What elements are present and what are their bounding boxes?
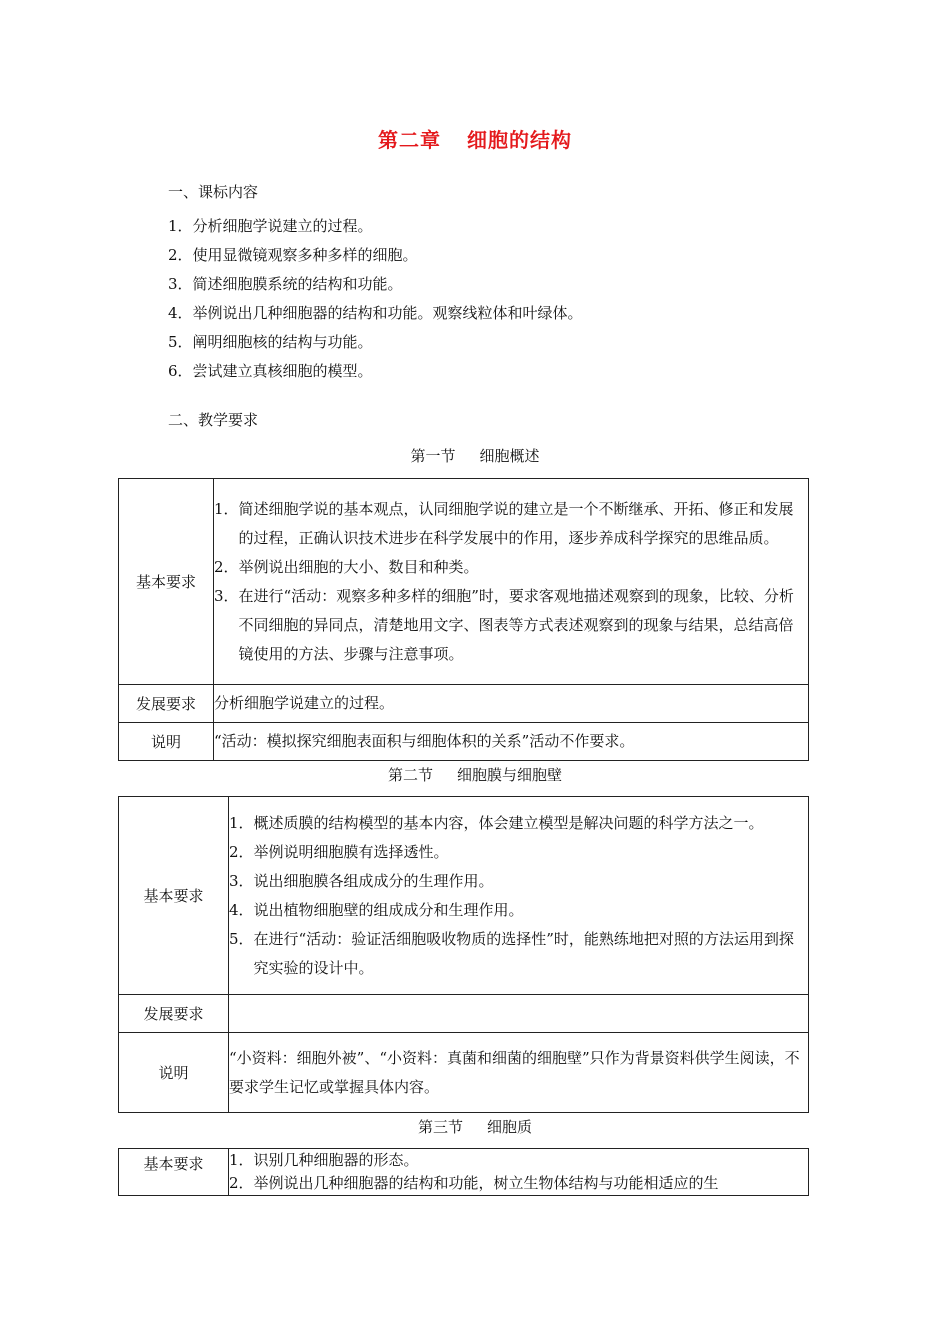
curriculum-list	[168, 212, 583, 386]
table2-basic-label: 基本要求	[119, 797, 229, 995]
table2-basic-item	[229, 896, 808, 925]
table2-basic-item	[229, 838, 808, 867]
table1-basic-cell	[214, 479, 809, 685]
table3-basic-item	[229, 1149, 808, 1172]
section-heading-teaching: 二、教学要求	[168, 411, 259, 429]
table1-dev-label: 发展要求	[119, 685, 214, 723]
table1	[118, 478, 809, 761]
item-text: 简述细胞学说的基本观点，认同细胞学说的建立是一个不断继承、开拓、修正和发展的过程，正确认识技术进步在科学发展中的作用，逐步养成科学探究的思维品质。	[238, 499, 794, 547]
section-heading-curriculum: 一、课标内容	[168, 183, 259, 201]
table1-basic-item	[214, 582, 808, 669]
item-text: 举例说出细胞的大小、数目和种类。	[238, 557, 479, 576]
item-number: 3．	[214, 586, 239, 605]
table3-caption	[0, 1116, 950, 1137]
table2-dev-text	[229, 995, 809, 1033]
item-text: 说出细胞膜各组成成分的生理作用。	[253, 871, 494, 890]
table3-caption-number: 第三节	[417, 1118, 463, 1136]
chapter-number: 第二章	[378, 128, 441, 152]
table1-caption	[0, 445, 950, 466]
item-number: 1．	[229, 1151, 254, 1169]
item-number: 1．	[229, 813, 254, 832]
chapter-title	[0, 124, 950, 153]
list-item: 3．简述细胞膜系统的结构和功能。	[168, 275, 403, 293]
list-item: 5．阐明细胞核的结构与功能。	[168, 333, 373, 351]
list-item: 6．尝试建立真核细胞的模型。	[168, 362, 373, 380]
item-text: 说出植物细胞壁的组成成分和生理作用。	[253, 900, 524, 919]
table1-basic-item	[214, 495, 808, 553]
table1-dev-text: 分析细胞学说建立的过程。	[214, 685, 809, 723]
table3	[118, 1148, 809, 1196]
table2-note-label: 说明	[119, 1033, 229, 1113]
table2-basic-cell	[229, 797, 809, 995]
item-text: 举例说出几种细胞器的结构和功能，树立生物体结构与功能相适应的生	[253, 1174, 719, 1192]
table3-basic-item	[229, 1172, 808, 1195]
item-text: 识别几种细胞器的形态。	[253, 1151, 419, 1169]
table2-basic-item	[229, 867, 808, 896]
table2-basic-item	[229, 809, 808, 838]
table3-basic-label: 基本要求	[119, 1149, 229, 1196]
list-item: 4．举例说出几种细胞器的结构和功能。观察线粒体和叶绿体。	[168, 304, 583, 322]
table2-dev-label: 发展要求	[119, 995, 229, 1033]
item-text: 在进行“活动：观察多种多样的细胞”时，要求客观地描述观察到的现象，比较、分析不同细胞的异同点，清楚地用文字、图表等方式表述观察到的现象与结果，总结高倍镜使用的方法、步骤与注意事项。	[238, 586, 794, 663]
table2-note-text: “小资料：细胞外被”、“小资料：真菌和细菌的细胞壁”只作为背景资料供学生阅读，不要求学生记忆或掌握具体内容。	[229, 1033, 809, 1113]
item-number: 2．	[229, 842, 254, 861]
table3-basic-cell	[229, 1149, 809, 1196]
list-item: 2．使用显微镜观察多种多样的细胞。	[168, 246, 418, 264]
item-number: 2．	[229, 1174, 254, 1192]
item-number: 2．	[214, 557, 239, 576]
table1-caption-number: 第一节	[410, 447, 456, 465]
table2-caption	[0, 764, 950, 785]
table2-basic-item	[229, 925, 808, 983]
item-number: 4．	[229, 900, 254, 919]
table3-caption-name: 细胞质	[487, 1118, 533, 1136]
item-text: 举例说明细胞膜有选择透性。	[253, 842, 449, 861]
list-item: 1．分析细胞学说建立的过程。	[168, 217, 373, 235]
table1-basic-label: 基本要求	[119, 479, 214, 685]
table2-caption-name: 细胞膜与细胞壁	[457, 766, 563, 784]
item-number: 3．	[229, 871, 254, 890]
table1-caption-name: 细胞概述	[479, 447, 540, 465]
item-number: 5．	[229, 929, 254, 948]
table2-caption-number: 第二节	[387, 766, 433, 784]
item-text: 在进行“活动：验证活细胞吸收物质的选择性”时，能熟练地把对照的方法运用到探究实验的设计中。	[253, 929, 794, 977]
table1-note-label: 说明	[119, 723, 214, 761]
item-text: 概述质膜的结构模型的基本内容，体会建立模型是解决问题的科学方法之一。	[253, 813, 764, 832]
table2	[118, 796, 809, 1113]
item-number: 1．	[214, 499, 239, 518]
table1-note-text: “活动：模拟探究细胞表面积与细胞体积的关系”活动不作要求。	[214, 723, 809, 761]
table1-basic-item	[214, 553, 808, 582]
chapter-name: 细胞的结构	[467, 128, 572, 152]
